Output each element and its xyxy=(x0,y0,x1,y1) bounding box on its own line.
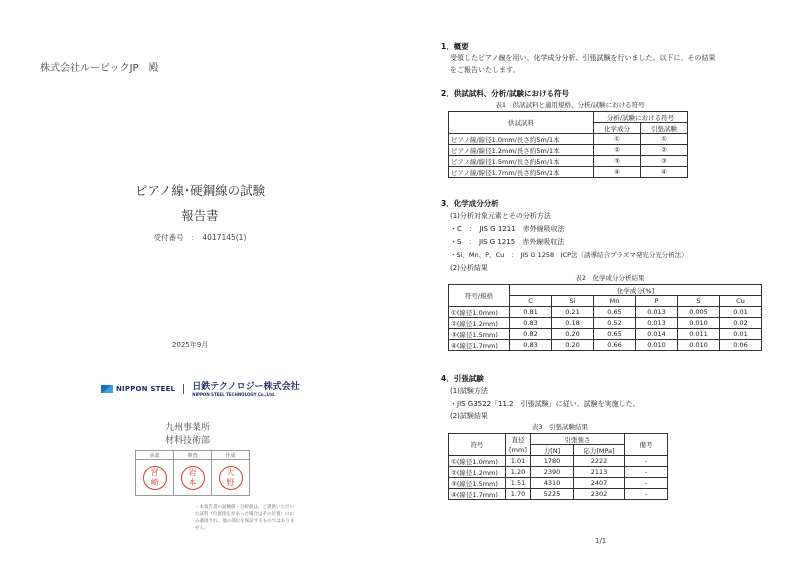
value-cell: 0.013 xyxy=(636,318,678,329)
value-cell: 0.81 xyxy=(510,307,552,318)
header-diameter-unit: [mm] xyxy=(506,445,531,456)
header-code: 符号 xyxy=(449,434,506,456)
value-cell: 0.010 xyxy=(678,340,720,351)
chem-code-cell: ③ xyxy=(594,156,641,167)
review-seal: 岩 本 xyxy=(181,466,205,490)
section-3-sub2: (2)分析結果 xyxy=(450,264,488,272)
code-cell: ①(線径1.0mm) xyxy=(449,456,506,467)
value-cell: 0.005 xyxy=(678,307,720,318)
value-cell: 0.02 xyxy=(720,318,762,329)
sample-cell: ピアノ線/線径1.0mm/長さ約5m/1本 xyxy=(449,134,594,145)
sample-cell: ピアノ線/線径1.2mm/長さ約5m/1本 xyxy=(449,145,594,156)
header-force: 力[N] xyxy=(531,445,574,456)
header-strength: 引張強さ xyxy=(531,434,625,445)
value-cell: 0.014 xyxy=(636,329,678,340)
receipt-number: 受付番号 ： 4017145(1) xyxy=(153,233,247,242)
value-cell: 0.01 xyxy=(720,329,762,340)
section-3-sub1: (1)分析対象元素とその分析方法 xyxy=(450,212,551,220)
section-1-body: 受領したピアノ線を用い、化学成分分析、引張試験を行いました。以下に、その結果 xyxy=(450,54,716,62)
header-code: 分析/試験における符号 xyxy=(594,112,688,123)
value-cell: 0.83 xyxy=(510,340,552,351)
element-header: S xyxy=(678,296,720,307)
approval-stamp-table xyxy=(135,450,250,496)
table-row xyxy=(449,167,688,178)
section-1-heading: 1．概要 xyxy=(441,42,469,51)
stamp-header: 作成 xyxy=(212,451,250,460)
department-name: 材料技術部 xyxy=(165,436,211,446)
value-cell: 0.82 xyxy=(510,329,552,340)
table-1 xyxy=(448,111,688,178)
report-title: ピアノ線･硬鋼線の試験 xyxy=(134,183,266,198)
value-cell: 0.65 xyxy=(594,307,636,318)
diameter-cell: 1.51 xyxy=(506,478,531,489)
value-cell: 0.66 xyxy=(594,340,636,351)
logo-divider xyxy=(183,384,184,394)
element-header: Si xyxy=(552,296,594,307)
header-chem: 化学成分 xyxy=(594,123,641,134)
element-header: Mn xyxy=(594,296,636,307)
diameter-cell: 1.20 xyxy=(506,467,531,478)
force-cell: 5225 xyxy=(531,489,574,500)
force-cell: 1780 xyxy=(531,456,574,467)
value-cell: 0.010 xyxy=(636,340,678,351)
table-3 xyxy=(448,433,668,500)
stress-cell: 2302 xyxy=(574,489,625,500)
table-row xyxy=(449,478,668,489)
disclaimer-note: ・本報告書の試験値・分析値は、ご提供いただいた試料（位置指定があった場合はその位置）にのみ適用され、他の部位を保証するものではありません。 xyxy=(195,505,295,531)
element-header: C xyxy=(510,296,552,307)
table-row xyxy=(449,307,762,318)
header-code: 符号/規格 xyxy=(449,285,510,307)
sample-cell: ピアノ線/線径1.7mm/長さ約5m/1本 xyxy=(449,167,594,178)
table-row xyxy=(449,340,762,351)
value-cell: 0.83 xyxy=(510,318,552,329)
company-name-jp: 日鉄テクノロジー株式会社 xyxy=(192,381,300,392)
client-name: 株式会社ルービックJP 殿 xyxy=(40,63,159,74)
header-remarks: 備考 xyxy=(625,434,668,456)
diameter-cell: 1.70 xyxy=(506,489,531,500)
stress-cell: 2113 xyxy=(574,467,625,478)
header-stress: 応力[MPa] xyxy=(574,445,625,456)
test-method: ・JIS G3522「11.2 引張試験」に従い、試験を実施した。 xyxy=(450,400,640,408)
code-cell: ②(線径1.2mm) xyxy=(449,467,506,478)
value-cell: 0.20 xyxy=(552,329,594,340)
header-diameter: 直径 xyxy=(506,434,531,445)
code-cell: ④(線径1.7mm) xyxy=(449,489,506,500)
table-row xyxy=(449,329,762,340)
value-cell: 0.010 xyxy=(678,318,720,329)
stress-cell: 2222 xyxy=(574,456,625,467)
force-cell: 4310 xyxy=(531,478,574,489)
table-2-caption: 表2 化学成分分析結果 xyxy=(575,274,645,282)
table-2 xyxy=(448,284,762,351)
code-cell: ①(線径1.0mm) xyxy=(449,307,510,318)
method-c: ・C ： JIS G 1211 赤外線吸収法 xyxy=(450,225,565,233)
chem-code-cell: ② xyxy=(594,145,641,156)
element-header: P xyxy=(636,296,678,307)
section-4-heading: 4．引張試験 xyxy=(441,374,484,383)
company-name-en: NIPPON STEEL TECHNOLOGY Co.,Ltd. xyxy=(192,391,276,397)
table-row xyxy=(449,134,688,145)
value-cell: 0.013 xyxy=(636,307,678,318)
remarks-cell: - xyxy=(625,467,668,478)
element-header: Cu xyxy=(720,296,762,307)
table-row xyxy=(449,456,668,467)
tensile-code-cell: ④ xyxy=(641,167,688,178)
header-chemistry: 化学成分[%] xyxy=(510,285,762,296)
value-cell: 0.20 xyxy=(552,340,594,351)
value-cell: 0.01 xyxy=(720,307,762,318)
table-row xyxy=(449,318,762,329)
chem-code-cell: ④ xyxy=(594,167,641,178)
code-cell: ③(線径1.5mm) xyxy=(449,478,506,489)
author-seal: 大 野 xyxy=(219,466,243,490)
sample-cell: ピアノ線/線径1.5mm/長さ約5m/1本 xyxy=(449,156,594,167)
stamp-header: 承認 xyxy=(136,451,174,460)
nippon-steel-mark-icon xyxy=(101,385,113,393)
chem-code-cell: ① xyxy=(594,134,641,145)
tensile-code-cell: ① xyxy=(641,134,688,145)
section-4-sub2: (2)試験結果 xyxy=(450,412,488,420)
method-icp: ・Si、Mn、P、Cu ： JIS G 1258 ICP法（誘導結合プラズマ発光分光分析法） xyxy=(450,251,688,259)
tensile-code-cell: ② xyxy=(641,145,688,156)
force-cell: 2390 xyxy=(531,467,574,478)
code-cell: ②(線径1.2mm) xyxy=(449,318,510,329)
report-date: 2025年9月 xyxy=(172,341,209,349)
report-subtitle: 報告書 xyxy=(181,208,219,223)
section-4-sub1: (1)試験方法 xyxy=(450,387,488,395)
section-2-heading: 2．供試試料、分析/試験における符号 xyxy=(441,89,569,98)
value-cell: 0.65 xyxy=(594,329,636,340)
remarks-cell: - xyxy=(625,489,668,500)
table-3-caption: 表3 引張試験結果 xyxy=(531,423,589,431)
company-logo xyxy=(101,380,300,398)
method-s: ・S ： JIS G 1215 赤外線吸収法 xyxy=(450,238,565,246)
value-cell: 0.18 xyxy=(552,318,594,329)
table-row xyxy=(449,489,668,500)
value-cell: 0.52 xyxy=(594,318,636,329)
remarks-cell: - xyxy=(625,456,668,467)
remarks-cell: - xyxy=(625,478,668,489)
diameter-cell: 1.01 xyxy=(506,456,531,467)
header-tensile: 引張試験 xyxy=(641,123,688,134)
value-cell: 0.21 xyxy=(552,307,594,318)
table-row xyxy=(449,467,668,478)
table-1-caption: 表1 供試試料と適用規格、分析/試験における符号 xyxy=(495,101,645,109)
value-cell: 0.06 xyxy=(720,340,762,351)
brand-name: NIPPON STEEL xyxy=(116,385,176,393)
stamp-header: 審査 xyxy=(174,451,212,460)
table-row xyxy=(449,145,688,156)
code-cell: ③(線径1.5mm) xyxy=(449,329,510,340)
section-1-body-cont: をご報告いたします。 xyxy=(450,66,520,74)
stress-cell: 2407 xyxy=(574,478,625,489)
page-number: 1/1 xyxy=(595,537,607,545)
header-sample: 供試試料 xyxy=(449,112,594,134)
approval-seal: 宮 崎 xyxy=(143,466,167,490)
tensile-code-cell: ③ xyxy=(641,156,688,167)
table-row xyxy=(449,156,688,167)
office-name: 九州事業所 xyxy=(165,423,211,433)
code-cell: ④(線径1.7mm) xyxy=(449,340,510,351)
value-cell: 0.011 xyxy=(678,329,720,340)
section-3-heading: 3．化学成分分析 xyxy=(441,199,499,208)
